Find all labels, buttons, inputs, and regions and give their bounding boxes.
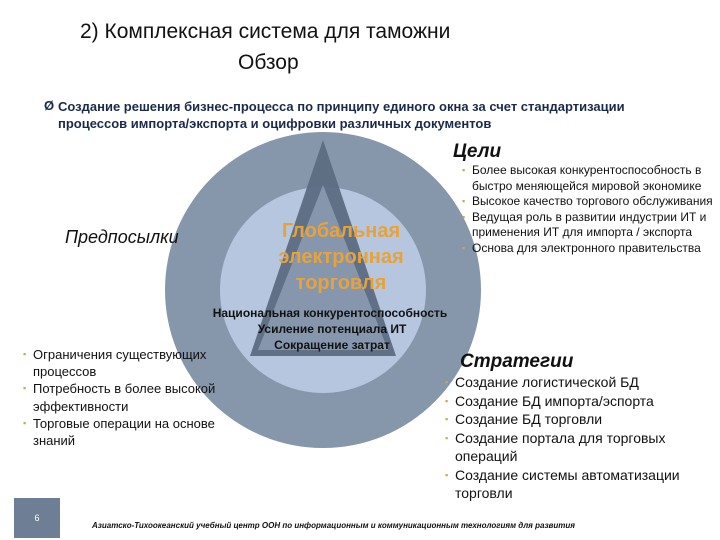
bullet-icon: ▪: [462, 242, 466, 253]
bullet-icon: ▪: [462, 196, 466, 207]
bullet-icon: ▪: [23, 417, 27, 428]
bullet-icon: ▪: [23, 349, 27, 359]
list-item: ▪ Создание БД торговли: [445, 411, 603, 427]
prerequisites-list: [23, 346, 253, 449]
prerequisites-heading: Предпосылки: [65, 227, 179, 247]
strategies-heading: Стратегии: [460, 351, 574, 372]
bullet-icon: ▪: [445, 432, 449, 443]
list-item: ▪ Создание логистической БД: [445, 374, 639, 390]
list-item: ▪ Высокое качество торгового обслуживания: [462, 194, 713, 209]
slide-title: 2) Комплексная система для таможни: [80, 20, 451, 43]
arrow-bullet-icon: Ø: [44, 98, 55, 113]
bullet-icon: ▪: [462, 211, 466, 222]
center-line-cost-reduction: Сокращение затрат: [274, 338, 390, 352]
slide-subtitle: Обзор: [238, 51, 299, 74]
list-item: ▪ Создание системы автоматизации торговли: [445, 466, 680, 501]
list-item: ▪ Создание портала для торговых операций: [445, 429, 666, 464]
list-item: ▪ Ведущая роль в развитии индустрии ИТ и применения ИТ для импорта / экспорта: [462, 209, 707, 240]
goals-heading: Цели: [453, 141, 502, 162]
center-line-it-potential: Усиление потенциала ИТ: [257, 322, 407, 336]
list-item: ▪ Создание БД импорта/эспорта: [445, 392, 654, 409]
bullet-icon: ▪: [462, 165, 466, 175]
bullet-icon: ▪: [23, 383, 27, 394]
bullet-icon: ▪: [445, 414, 449, 424]
goals-list: [462, 163, 718, 257]
list-item: ▪ Потребность в более высокой эффективности: [23, 381, 216, 414]
bullet-icon: ▪: [445, 377, 449, 387]
footer-text: Азиатско-Тихоокеанский учебный центр ООН по информационным и коммуникационным технологиям для развития: [92, 521, 575, 530]
bullet-icon: ▪: [445, 395, 449, 406]
list-item: ▪ Торговые операции на основе знаний: [23, 415, 215, 449]
intro-text: Создание решения бизнес-процесса по принципу единого окна за счет стандартизации процессов импорта/экспорта и оцифровки различных документов: [58, 99, 625, 131]
list-item: ▪ Ограничения существующих процессов: [23, 347, 207, 380]
list-item: ▪ Более высокая конкурентоспособность в быстро меняющейся мировой экономике: [462, 163, 702, 193]
strategies-list: [445, 373, 715, 503]
bullet-icon: ▪: [445, 469, 449, 480]
list-item: ▪ Основа для электронного правительства: [462, 240, 701, 255]
page-number: 6: [14, 498, 60, 538]
center-line-competitiveness: Национальная конкурентоспособность: [212, 306, 448, 320]
center-headline: Глобальная электронная торговля: [278, 220, 404, 294]
